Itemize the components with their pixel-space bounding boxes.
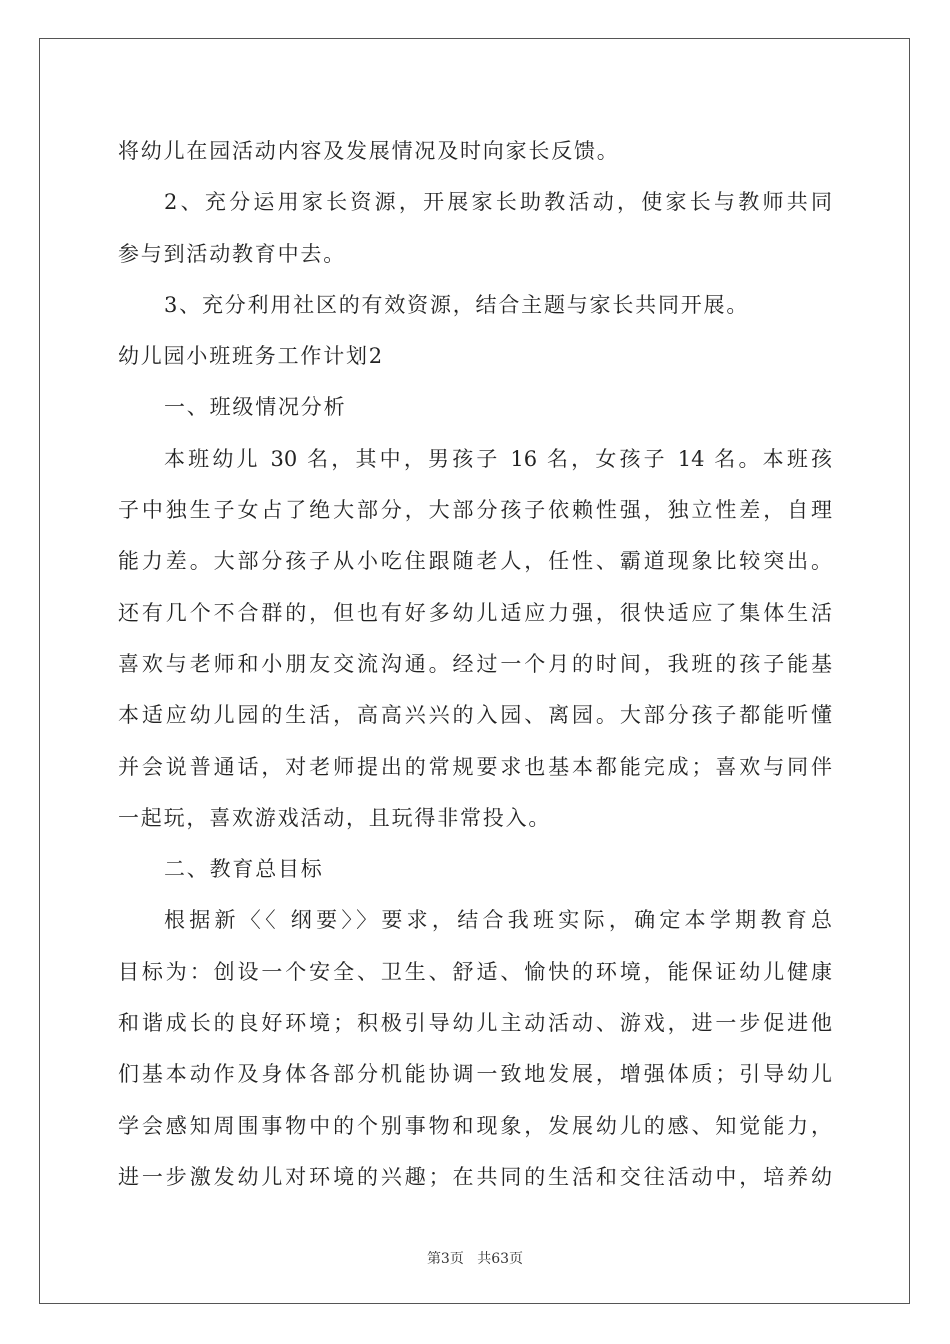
section-heading: 二、教育总目标: [164, 857, 324, 882]
paragraph-line: 还有几个不合群的，但也有好多幼儿适应力强，很快适应了集体生活: [118, 600, 832, 625]
paragraph-line: 参与到活动教育中去。: [118, 241, 346, 266]
paragraph-line: 并会说普通话，对老师提出的常规要求也基本都能完成；喜欢与同伴: [118, 754, 832, 779]
paragraph-line: 子中独生子女占了绝大部分，大部分孩子依赖性强，独立性差，自理: [118, 498, 832, 523]
page-number: 第3页: [426, 1251, 464, 1267]
paragraph-line: 2、充分运用家长资源，开展家长助教活动，使家长与教师共同: [164, 190, 832, 215]
paragraph-line: 根据新〈〈 纲要〉〉要求，结合我班实际，确定本学期教育总: [164, 908, 832, 933]
paragraph-line: 学会感知周围事物中的个别事物和现象，发展幼儿的感、知觉能力，: [118, 1113, 832, 1138]
paragraph-line: 3、充分利用社区的有效资源，结合主题与家长共同开展。: [164, 292, 750, 317]
paragraph-line: 和谐成长的良好环境；积极引导幼儿主动活动、游戏，进一步促进他: [118, 1011, 832, 1036]
paragraph-line: 一起玩，喜欢游戏活动，且玩得非常投入。: [118, 805, 552, 830]
paragraph-line: 本班幼儿 30 名，其中，男孩子 16 名，女孩子 14 名。本班孩: [164, 446, 832, 471]
paragraph-line: 本适应幼儿园的生活，高高兴兴的入园、离园。大部分孩子都能听懂: [118, 703, 832, 728]
paragraph-line: 目标为：创设一个安全、卫生、舒适、愉快的环境，能保证幼儿健康: [118, 959, 832, 984]
page-footer: [0, 1248, 950, 1268]
paragraph-line: 喜欢与老师和小朋友交流沟通。经过一个月的时间，我班的孩子能基: [118, 651, 832, 676]
paragraph-line: 能力差。大部分孩子从小吃住跟随老人，任性、霸道现象比较突出。: [118, 549, 832, 574]
paragraph-line: 们基本动作及身体各部分机能协调一致地发展，增强体质；引导幼儿: [118, 1062, 832, 1087]
section-title: 幼儿园小班班务工作计划2: [118, 344, 384, 369]
paragraph-line: 进一步激发幼儿对环境的兴趣；在共同的生活和交往活动中，培养幼: [118, 1164, 832, 1189]
document-body: [118, 126, 832, 1203]
page-total: 共63页: [477, 1251, 524, 1267]
paragraph-line: 将幼儿在园活动内容及发展情况及时向家长反馈。: [118, 139, 620, 163]
section-heading: 一、班级情况分析: [164, 395, 347, 420]
